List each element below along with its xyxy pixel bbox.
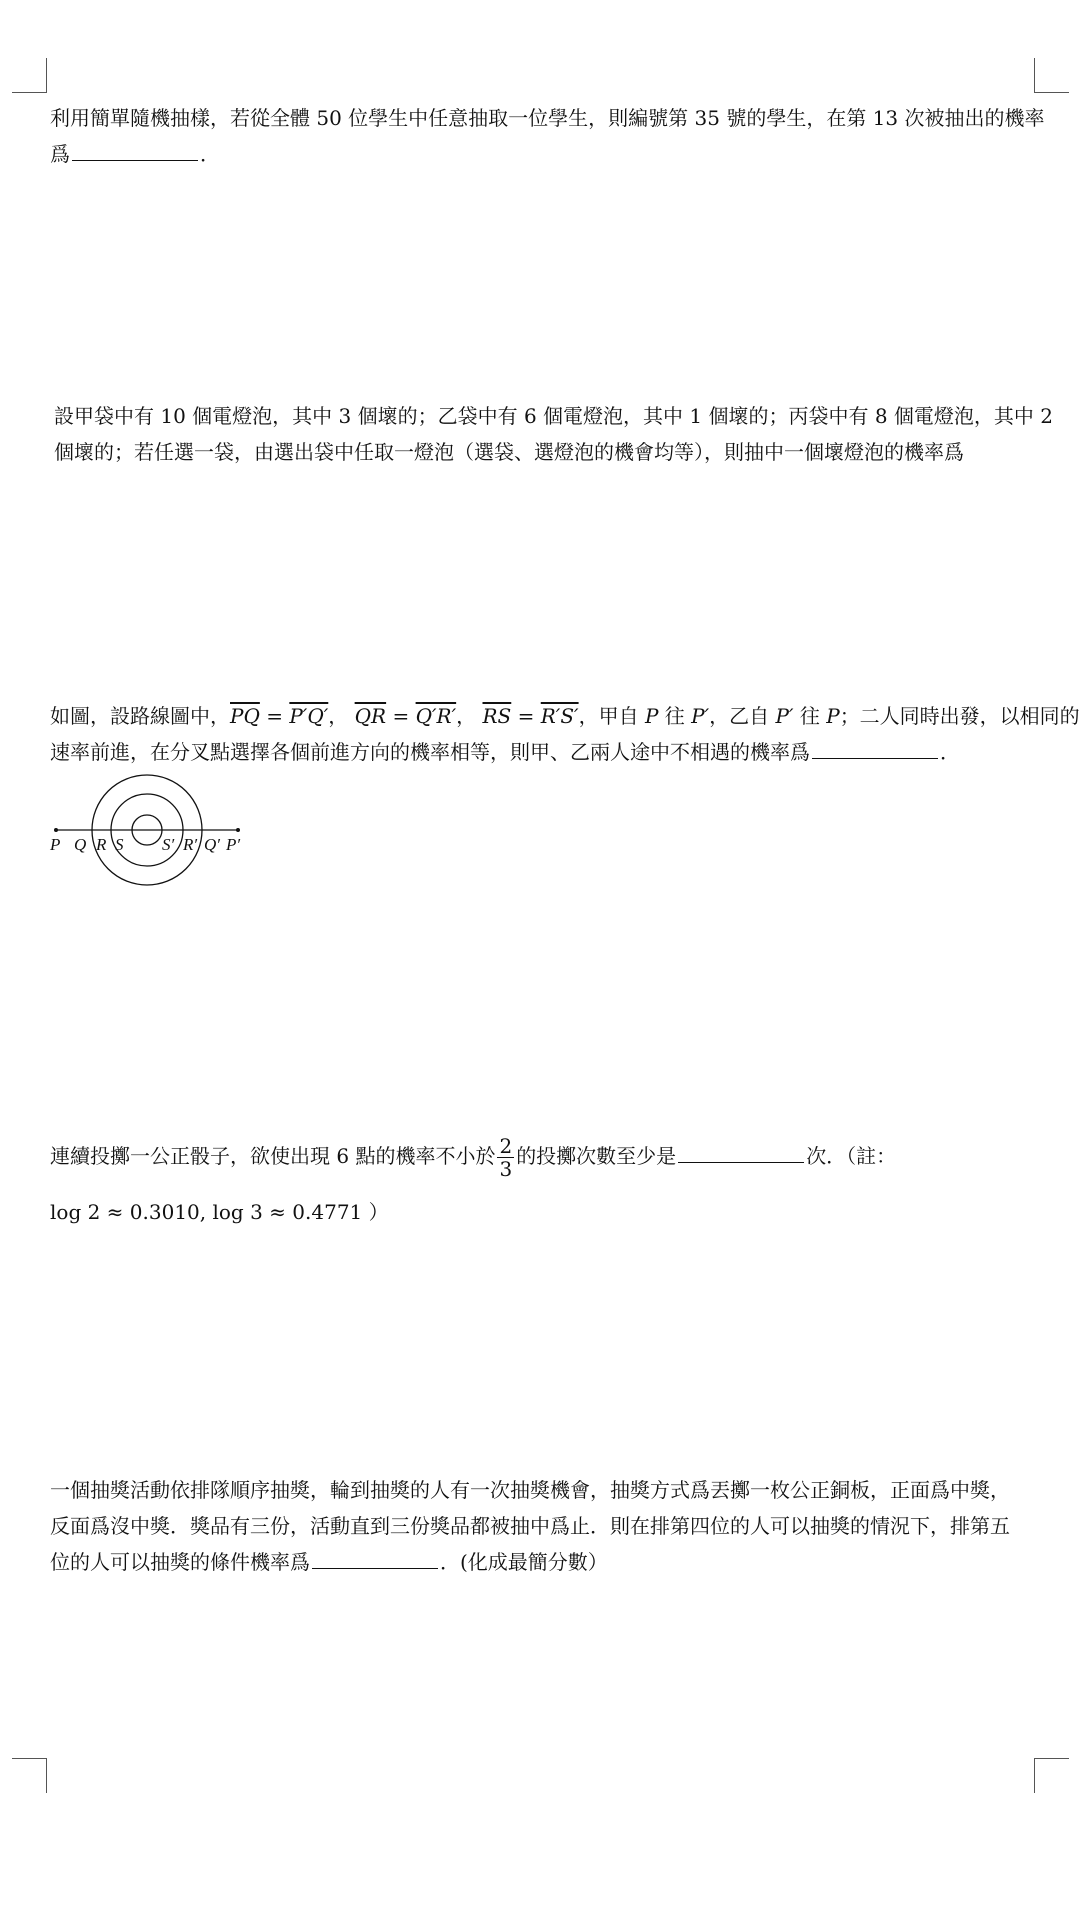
- answer-blank-4[interactable]: [678, 1142, 804, 1163]
- crop-mark-bottom-left: [12, 1758, 47, 1793]
- question-1-line-1: 利用簡單隨機抽樣，若從全體 50 位學生中任意抽取一位學生，則編號第 35 號的學生，在第 13 次被抽出的機率: [50, 106, 1045, 130]
- segment-pq-prime: P′Q′: [289, 704, 329, 728]
- label-r-prime: R′: [183, 835, 198, 854]
- label-p: P: [50, 835, 61, 854]
- crop-mark-top-right: [1034, 58, 1069, 93]
- segment-rs-prime: R′S′: [540, 704, 579, 728]
- answer-blank-3[interactable]: [812, 738, 938, 759]
- question-4-line-2: log 2 ≈ 0.3010, log 3 ≈ 0.4771 ）: [50, 1200, 389, 1224]
- label-q: Q: [74, 835, 87, 854]
- question-1-line-2: 爲 ．: [50, 142, 220, 166]
- answer-blank-5[interactable]: [312, 1548, 438, 1569]
- node-p-prime: [236, 828, 240, 832]
- node-p: [54, 828, 58, 832]
- question-4: [50, 1134, 1034, 1234]
- question-5-line-3: 位的人可以抽獎的條件機率爲 ．(化成最簡分數）: [50, 1550, 608, 1574]
- crop-mark-bottom-right: [1034, 1758, 1069, 1793]
- fraction-two-thirds: $\frac{2}{3}$: [499, 1134, 513, 1181]
- question-5: [50, 1472, 1034, 1580]
- segment-pq: $\overline{PQ}$: [230, 704, 260, 728]
- question-5-line-2: 反面爲沒中獎．獎品有三份，活動直到三份獎品都被抽中爲止．則在排第四位的人可以抽獎的情況下，排第五: [50, 1514, 1010, 1538]
- route-diagram: [44, 770, 274, 898]
- label-s-prime: S′: [162, 835, 175, 854]
- answer-blank-1[interactable]: [72, 140, 198, 161]
- label-q-prime: Q′: [204, 835, 220, 854]
- question-2-line-2: 個壞的；若任選一袋，由選出袋中任取一燈泡（選袋、選燈泡的機會均等），則抽中一個壞燈泡的機率爲: [54, 440, 964, 464]
- segment-rs: $\overline{RS}$: [482, 704, 512, 728]
- question-3: [50, 698, 1080, 770]
- segment-qr: $\overline{QR}$: [354, 704, 387, 728]
- question-4-line-1: 連續投擲一公正骰子，欲使出現 6 點的機率不小於 $\frac{2}{3}$ 的投擲次數至少是 次．（註：: [50, 1134, 897, 1181]
- question-5-line-1: 一個抽獎活動依排隊順序抽獎，輪到抽獎的人有一次抽獎機會，抽獎方式爲丟擲一枚公正銅板，正面爲中獎，: [50, 1478, 1010, 1502]
- segment-qr-prime: Q′R′: [415, 704, 457, 728]
- label-s: S: [115, 835, 124, 854]
- question-1: [50, 100, 1045, 172]
- label-r: R: [96, 835, 107, 854]
- question-3-line-1: 如圖，設路線圖中，$\overline{PQ} = P'Q'$， $\overline{QR} = Q'R'$， $\overline{RS} = R'S'$，甲自 P 往 P′，乙自 P′ 往 P；二人同時出發，以相同的: [50, 704, 1080, 728]
- label-p-prime: P′: [226, 835, 241, 854]
- question-2: [54, 398, 1054, 470]
- question-2-line-1: 設甲袋中有 10 個電燈泡，其中 3 個壞的；乙袋中有 6 個電燈泡，其中 1 個壞的；丙袋中有 8 個電燈泡，其中 2: [54, 404, 1054, 428]
- crop-mark-top-left: [12, 58, 47, 93]
- question-3-line-2: 速率前進，在分叉點選擇各個前進方向的機率相等，則甲、乙兩人途中不相遇的機率爲 ．: [50, 740, 960, 764]
